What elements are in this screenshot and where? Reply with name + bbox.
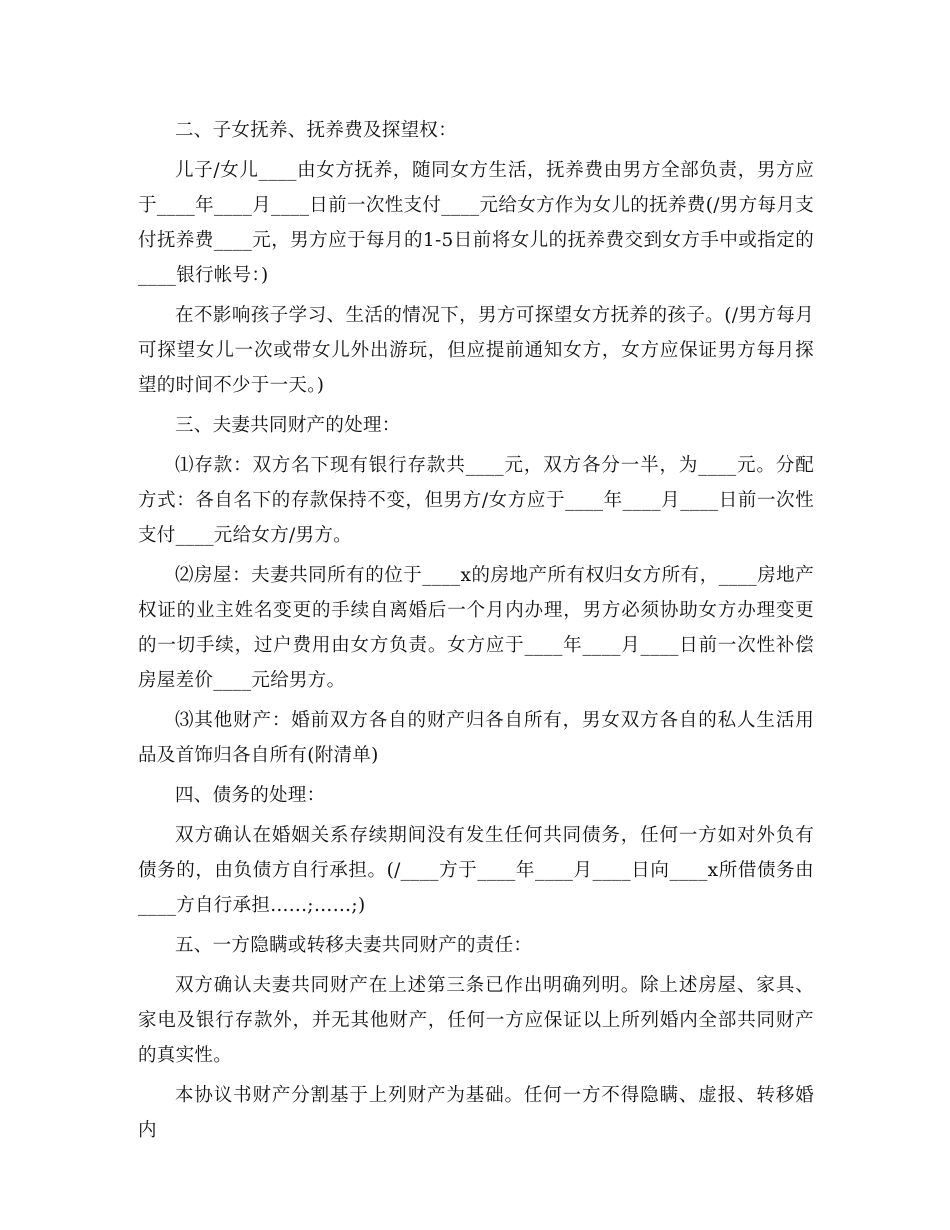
paragraph-property-confirmation: 双方确认夫妻共同财产在上述第三条已作出明确列明。除上述房屋、家具、家电及银行存款外，并无其他财产，任何一方应保证以上所列婚内全部共同财产的真实性。 — [138, 975, 814, 1066]
section-heading-child-custody: 二、子女抚养、抚养费及探望权： — [175, 120, 458, 141]
paragraph-other-property: ⑶其他财产：婚前双方各自的财产归各自所有，男女双方各自的私人生活用品及首饰归各自所有(附清单) — [138, 710, 814, 766]
section-heading-concealment: 五、一方隐瞒或转移夫妻共同财产的责任： — [175, 935, 533, 956]
paragraph-debts: 双方确认在婚姻关系存续期间没有发生任何共同债务，任何一方如对外负有债务的，由负债方自行承担。(/____方于____年____月____日向____x所借债务由____方自行承担......;……;) — [138, 825, 814, 916]
paragraph-house: ⑵房屋：夫妻共同所有的位于____x的房地产所有权归女方所有，____房地产权证的业主姓名变更的手续自离婚后一个月内办理，男方必须协助女方办理变更的一切手续，过户费用由女方负责。女方应于____年____月____日前一次性补偿房屋差价____元给男方。 — [138, 565, 814, 691]
paragraph-child-support: 儿子/女儿____由女方抚养，随同女方生活，抚养费由男方全部负责，男方应于____年____月____日前一次性支付____元给女方作为女儿的抚养费(/男方每月支付抚养费____元，男方应于每月的1-5日前将女儿的抚养费交到女方手中或指定的____银行帐号：) — [138, 160, 814, 286]
document-body — [138, 113, 814, 1153]
section-heading-debts: 四、债务的处理： — [175, 785, 326, 806]
paragraph-deposits: ⑴存款：双方名下现有银行存款共____元，双方各分一半，为____元。分配方式：各自名下的存款保持不变，但男方/女方应于____年____月____日前一次性支付____元给女方/男方。 — [138, 455, 814, 546]
paragraph-property-basis: 本协议书财产分割基于上列财产为基础。任何一方不得隐瞒、虚报、转移婚内 — [138, 1085, 814, 1141]
paragraph-visitation: 在不影响孩子学习、生活的情况下，男方可探望女方抚养的孩子。(/男方每月可探望女儿一次或带女儿外出游玩，但应提前通知女方，女方应保证男方每月探望的时间不少于一天。) — [138, 305, 814, 396]
section-heading-property: 三、夫妻共同财产的处理： — [175, 415, 401, 436]
